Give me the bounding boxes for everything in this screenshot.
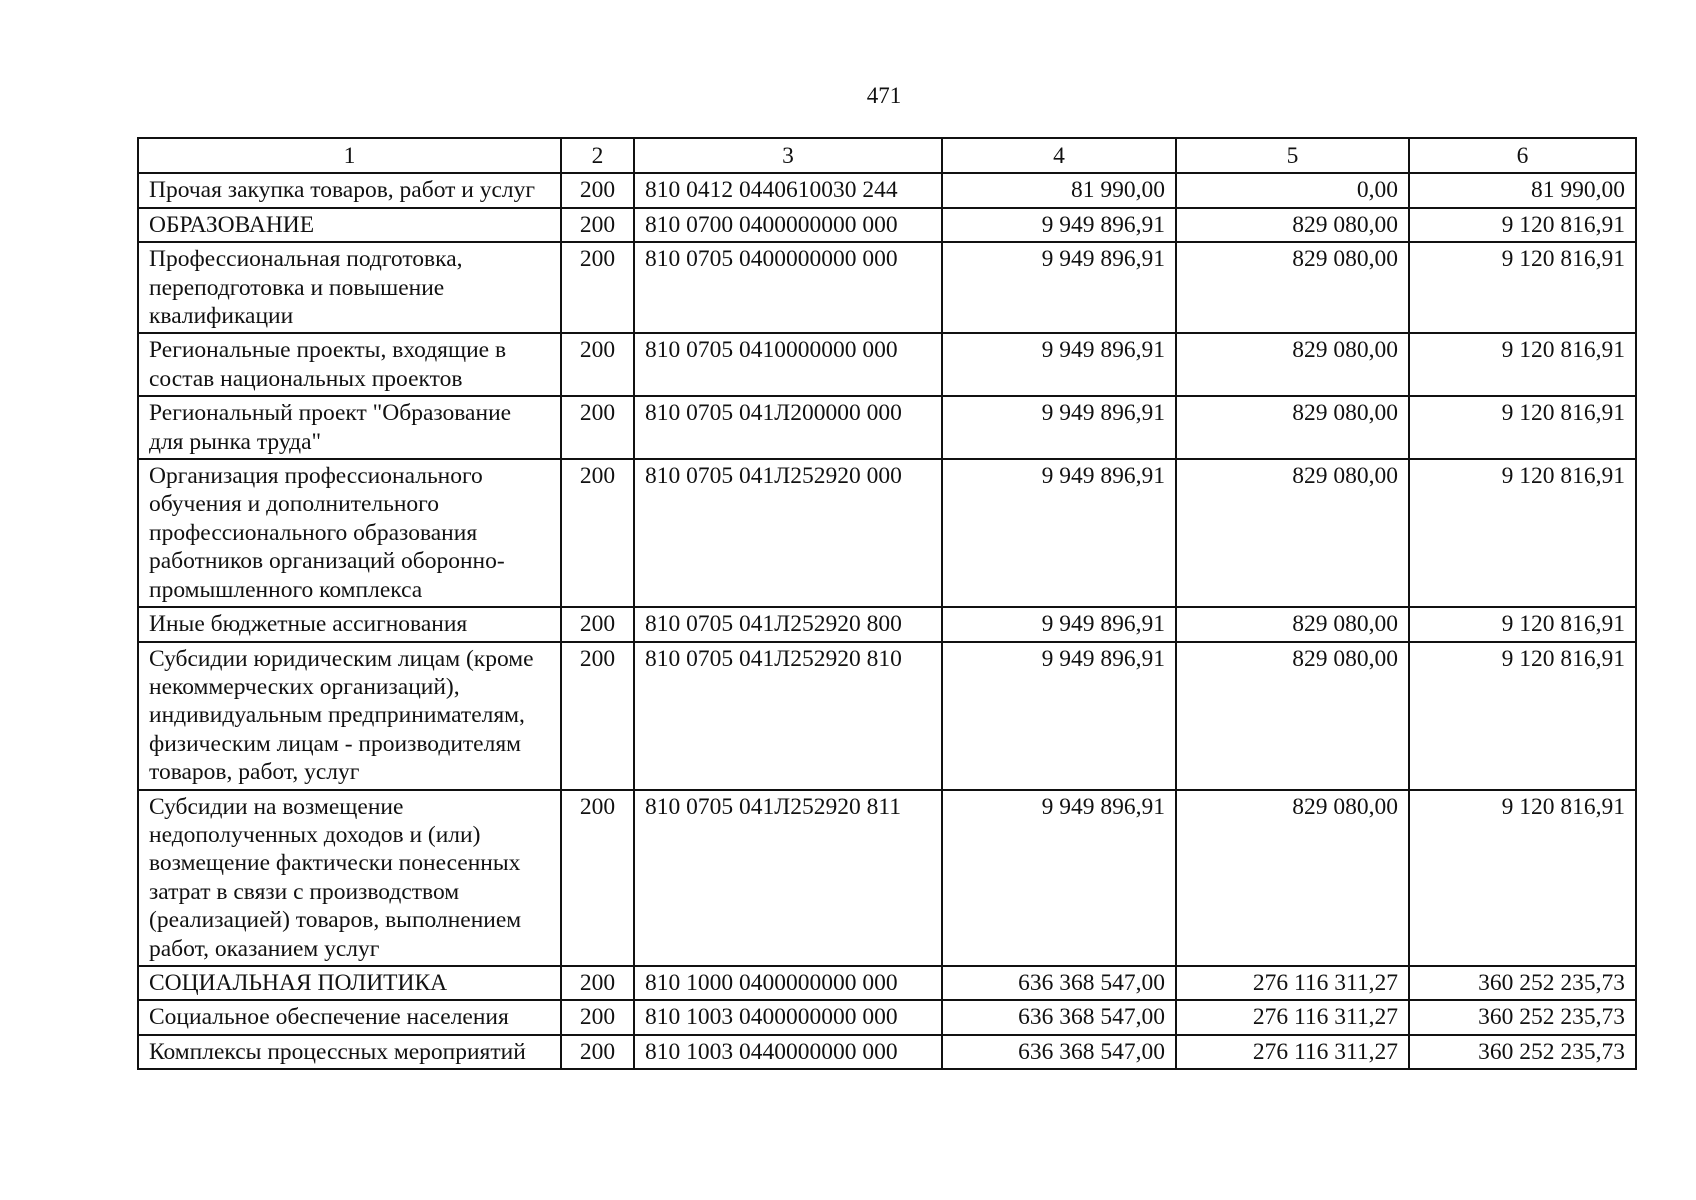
row-value-5: 829 080,00 [1176, 607, 1409, 641]
column-header: 1 [138, 138, 561, 173]
row-value-4: 636 368 547,00 [942, 1035, 1176, 1069]
table-row [138, 396, 1636, 459]
row-name: Иные бюджетные ассигнования [138, 607, 561, 641]
row-value-6: 9 120 816,91 [1409, 242, 1636, 333]
table-row [138, 173, 1636, 207]
row-name: Социальное обеспечение населения [138, 1000, 561, 1034]
row-name: Профессиональная подготовка, переподготовка и повышение квалификации [138, 242, 561, 333]
row-name: ОБРАЗОВАНИЕ [138, 208, 561, 242]
row-name: Прочая закупка товаров, работ и услуг [138, 173, 561, 207]
row-value-5: 276 116 311,27 [1176, 966, 1409, 1000]
row-value-4: 9 949 896,91 [942, 242, 1176, 333]
row-code: 810 0412 0440610030 244 [634, 173, 942, 207]
table-row [138, 1000, 1636, 1034]
row-grbs: 200 [561, 607, 634, 641]
row-code: 810 1003 0400000000 000 [634, 1000, 942, 1034]
row-name: Субсидии юридическим лицам (кроме некоммерческих организаций), индивидуальным предпринимателям, физическим лицам - производителям товаров, работ, услуг [138, 642, 561, 790]
row-value-5: 829 080,00 [1176, 642, 1409, 790]
row-name: СОЦИАЛЬНАЯ ПОЛИТИКА [138, 966, 561, 1000]
row-value-4: 636 368 547,00 [942, 966, 1176, 1000]
row-name: Организация профессионального обучения и дополнительного профессионального образования работников организаций оборонно-промышленного комплекса [138, 459, 561, 607]
row-value-6: 9 120 816,91 [1409, 396, 1636, 459]
row-value-6: 9 120 816,91 [1409, 607, 1636, 641]
header-row [138, 138, 1636, 173]
row-code: 810 0705 041Л252920 810 [634, 642, 942, 790]
column-header: 3 [634, 138, 942, 173]
row-grbs: 200 [561, 1035, 634, 1069]
table-row [138, 642, 1636, 790]
row-value-6: 9 120 816,91 [1409, 208, 1636, 242]
row-value-5: 829 080,00 [1176, 790, 1409, 966]
row-code: 810 0705 041Л252920 811 [634, 790, 942, 966]
table-row [138, 1035, 1636, 1069]
row-value-4: 81 990,00 [942, 173, 1176, 207]
row-code: 810 0705 041Л252920 800 [634, 607, 942, 641]
row-value-6: 360 252 235,73 [1409, 966, 1636, 1000]
row-value-5: 829 080,00 [1176, 208, 1409, 242]
row-value-4: 636 368 547,00 [942, 1000, 1176, 1034]
row-grbs: 200 [561, 242, 634, 333]
row-code: 810 0705 041Л200000 000 [634, 396, 942, 459]
row-name: Региональные проекты, входящие в состав национальных проектов [138, 333, 561, 396]
column-header: 2 [561, 138, 634, 173]
row-grbs: 200 [561, 966, 634, 1000]
row-value-4: 9 949 896,91 [942, 642, 1176, 790]
row-value-5: 829 080,00 [1176, 459, 1409, 607]
row-value-5: 276 116 311,27 [1176, 1000, 1409, 1034]
row-value-5: 829 080,00 [1176, 242, 1409, 333]
row-grbs: 200 [561, 333, 634, 396]
row-grbs: 200 [561, 459, 634, 607]
row-code: 810 0705 041Л252920 000 [634, 459, 942, 607]
row-value-4: 9 949 896,91 [942, 333, 1176, 396]
row-value-6: 9 120 816,91 [1409, 459, 1636, 607]
row-value-4: 9 949 896,91 [942, 790, 1176, 966]
column-header: 6 [1409, 138, 1636, 173]
column-header: 4 [942, 138, 1176, 173]
table-row [138, 459, 1636, 607]
row-value-6: 81 990,00 [1409, 173, 1636, 207]
table-row [138, 790, 1636, 966]
row-value-4: 9 949 896,91 [942, 607, 1176, 641]
row-grbs: 200 [561, 208, 634, 242]
row-value-6: 9 120 816,91 [1409, 333, 1636, 396]
row-grbs: 200 [561, 790, 634, 966]
row-name: Комплексы процессных мероприятий [138, 1035, 561, 1069]
row-name: Субсидии на возмещение недополученных доходов и (или) возмещение фактически понесенных затрат в связи с производством (реализацией) товаров, выполнением работ, оказанием услуг [138, 790, 561, 966]
table-body [138, 173, 1636, 1069]
row-grbs: 200 [561, 396, 634, 459]
row-value-5: 829 080,00 [1176, 333, 1409, 396]
row-value-4: 9 949 896,91 [942, 208, 1176, 242]
row-value-6: 360 252 235,73 [1409, 1035, 1636, 1069]
row-code: 810 1003 0440000000 000 [634, 1035, 942, 1069]
page-number: 471 [866, 83, 902, 108]
row-value-6: 9 120 816,91 [1409, 642, 1636, 790]
row-grbs: 200 [561, 642, 634, 790]
row-code: 810 1000 0400000000 000 [634, 966, 942, 1000]
row-name: Региональный проект "Образование для рынка труда" [138, 396, 561, 459]
table-row [138, 242, 1636, 333]
budget-table [137, 137, 1637, 1070]
row-code: 810 0705 0410000000 000 [634, 333, 942, 396]
row-value-4: 9 949 896,91 [942, 459, 1176, 607]
row-grbs: 200 [561, 173, 634, 207]
row-value-6: 360 252 235,73 [1409, 1000, 1636, 1034]
row-code: 810 0700 0400000000 000 [634, 208, 942, 242]
row-value-5: 0,00 [1176, 173, 1409, 207]
row-grbs: 200 [561, 1000, 634, 1034]
table-row [138, 208, 1636, 242]
row-value-6: 9 120 816,91 [1409, 790, 1636, 966]
row-value-5: 829 080,00 [1176, 396, 1409, 459]
row-value-5: 276 116 311,27 [1176, 1035, 1409, 1069]
row-value-4: 9 949 896,91 [942, 396, 1176, 459]
table-row [138, 966, 1636, 1000]
column-header: 5 [1176, 138, 1409, 173]
row-code: 810 0705 0400000000 000 [634, 242, 942, 333]
table-row [138, 333, 1636, 396]
table-row [138, 607, 1636, 641]
